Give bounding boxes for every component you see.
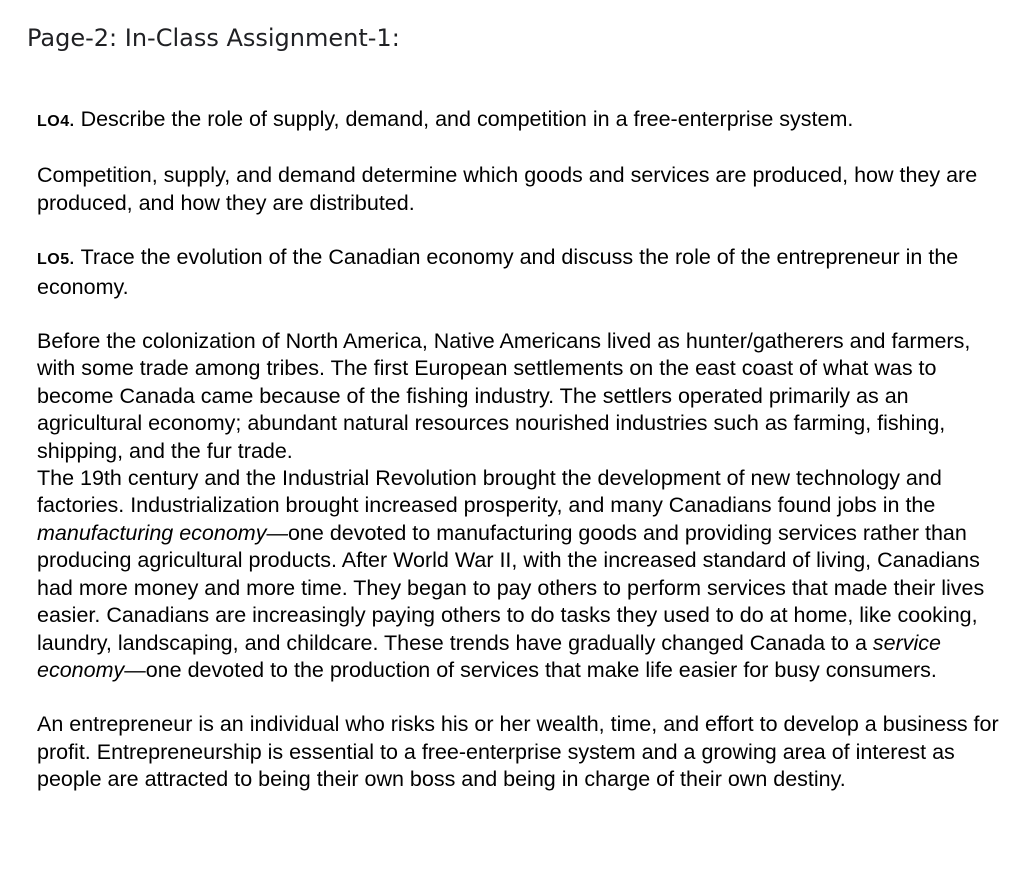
lo5-objective	[37, 244, 1012, 301]
term-manufacturing-economy: manufacturing economy	[37, 520, 267, 545]
lo4-objective-text: Describe the role of supply, demand, and competition in a free-enterprise system.	[80, 107, 854, 131]
lo5-tag: LO5.	[37, 251, 75, 269]
lo4-tag: LO4.	[37, 113, 75, 130]
lo4-objective	[37, 106, 1012, 135]
page-title: Page-2: In-Class Assignment-1:	[27, 24, 400, 52]
term-service-economy: service economy	[37, 630, 941, 682]
industrial-text-part1: The 19th century and the Industrial Revolution brought the development of new technology and factories. Industrialization brought increased prosperity, and many Canadians found jobs in the	[37, 466, 942, 518]
lo4-answer: Competition, supply, and demand determine which goods and services are produced, how they are produced, and how they are distributed.	[37, 163, 978, 215]
lo5-paragraph-entrepreneur: An entrepreneur is an individual who risks his or her wealth, time, and effort to develop a business for profit. Entrepreneurship is essential to a free-enterprise system and a growing area of interest as people are attracted to being their own boss and being in charge of their own destiny.	[37, 712, 999, 792]
industrial-text-part2: —one devoted to manufacturing goods and providing services rather than producing agricultural products. After World War II, with the increased standard of living, Canadians had more money and more time. They began to pay others to perform services that made their lives easier. Canadians are increasingly paying others to do tasks they used to do at home, like cooking, laundry, landscaping, and childcare. These trends have gradually changed Canada to a	[37, 520, 985, 655]
lo5-objective-text: Trace the evolution of the Canadian economy and discuss the role of the entrepreneur in the economy.	[37, 245, 959, 299]
document-body	[37, 106, 1012, 794]
lo5-paragraph-colonization: Before the colonization of North America, Native Americans lived as hunter/gatherers and farmers, with some trade among tribes. The first European settlements on the east coast of what was to become Canada came because of the fishing industry. The settlers operated primarily as an agricultural economy; abundant natural resources nourished industries such as farming, fishing, shipping, and the fur trade.	[37, 329, 971, 463]
lo5-paragraph-industrial	[37, 465, 1012, 684]
industrial-text-part3: —one devoted to the production of services that make life easier for busy consumers.	[124, 657, 937, 682]
